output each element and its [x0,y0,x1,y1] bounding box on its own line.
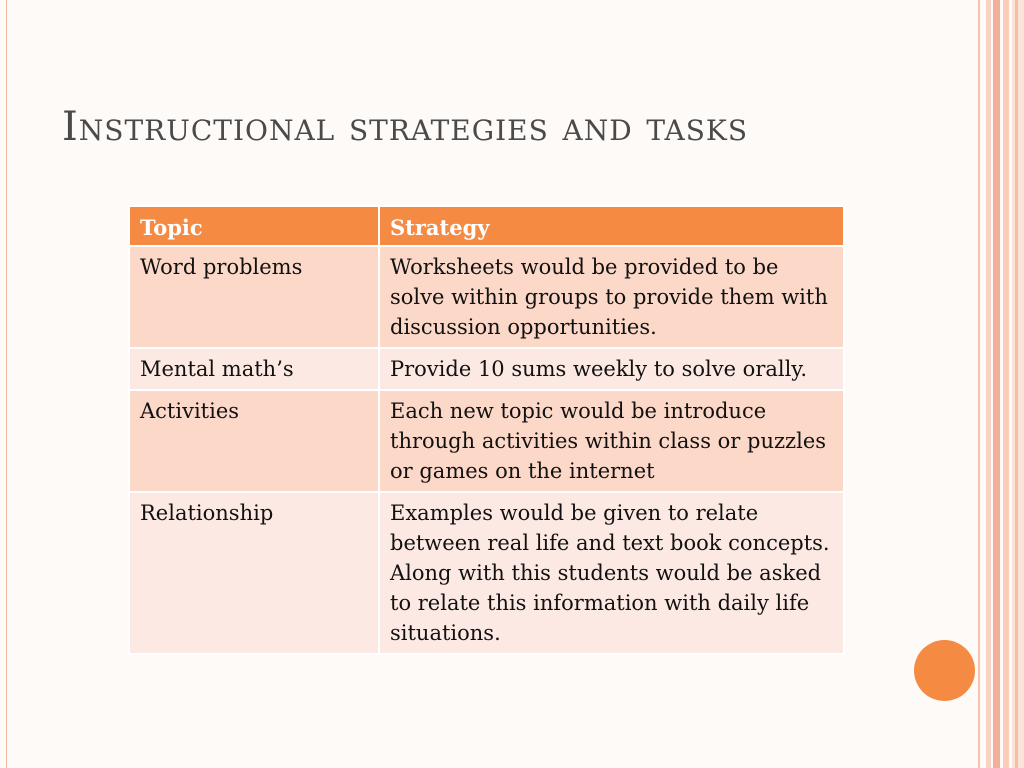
decor-stripe [1012,0,1024,768]
column-header-strategy: Strategy [379,206,844,246]
strategy-cell: Examples would be given to relate between real life and text book concepts. Along with this students would be asked to relate this information with daily life situations. [379,492,844,654]
strategy-cell: Worksheets would be provided to be solve within groups to provide them with discussion opportunities. [379,246,844,348]
table-row [129,390,844,492]
decorative-circle [914,640,975,701]
table-row [129,492,844,654]
column-header-topic: Topic [129,206,379,246]
decor-stripe [1003,0,1009,768]
decor-stripe [1015,0,1018,768]
table-row [129,348,844,390]
strategy-cell: Provide 10 sums weekly to solve orally. [379,348,844,390]
table-header-row [129,206,844,246]
topic-cell: Relationship [129,492,379,654]
strategy-table [128,205,845,655]
topic-cell: Mental math’s [129,348,379,390]
topic-cell: Activities [129,390,379,492]
decor-stripe [993,0,1000,768]
decor-stripe [986,0,991,768]
strategy-cell: Each new topic would be introduce through activities within class or puzzles or games on the internet [379,390,844,492]
slide-title: Instructional strategies and tasks [62,104,749,150]
table-row [129,246,844,348]
topic-cell: Word problems [129,246,379,348]
decor-stripe [978,0,980,768]
